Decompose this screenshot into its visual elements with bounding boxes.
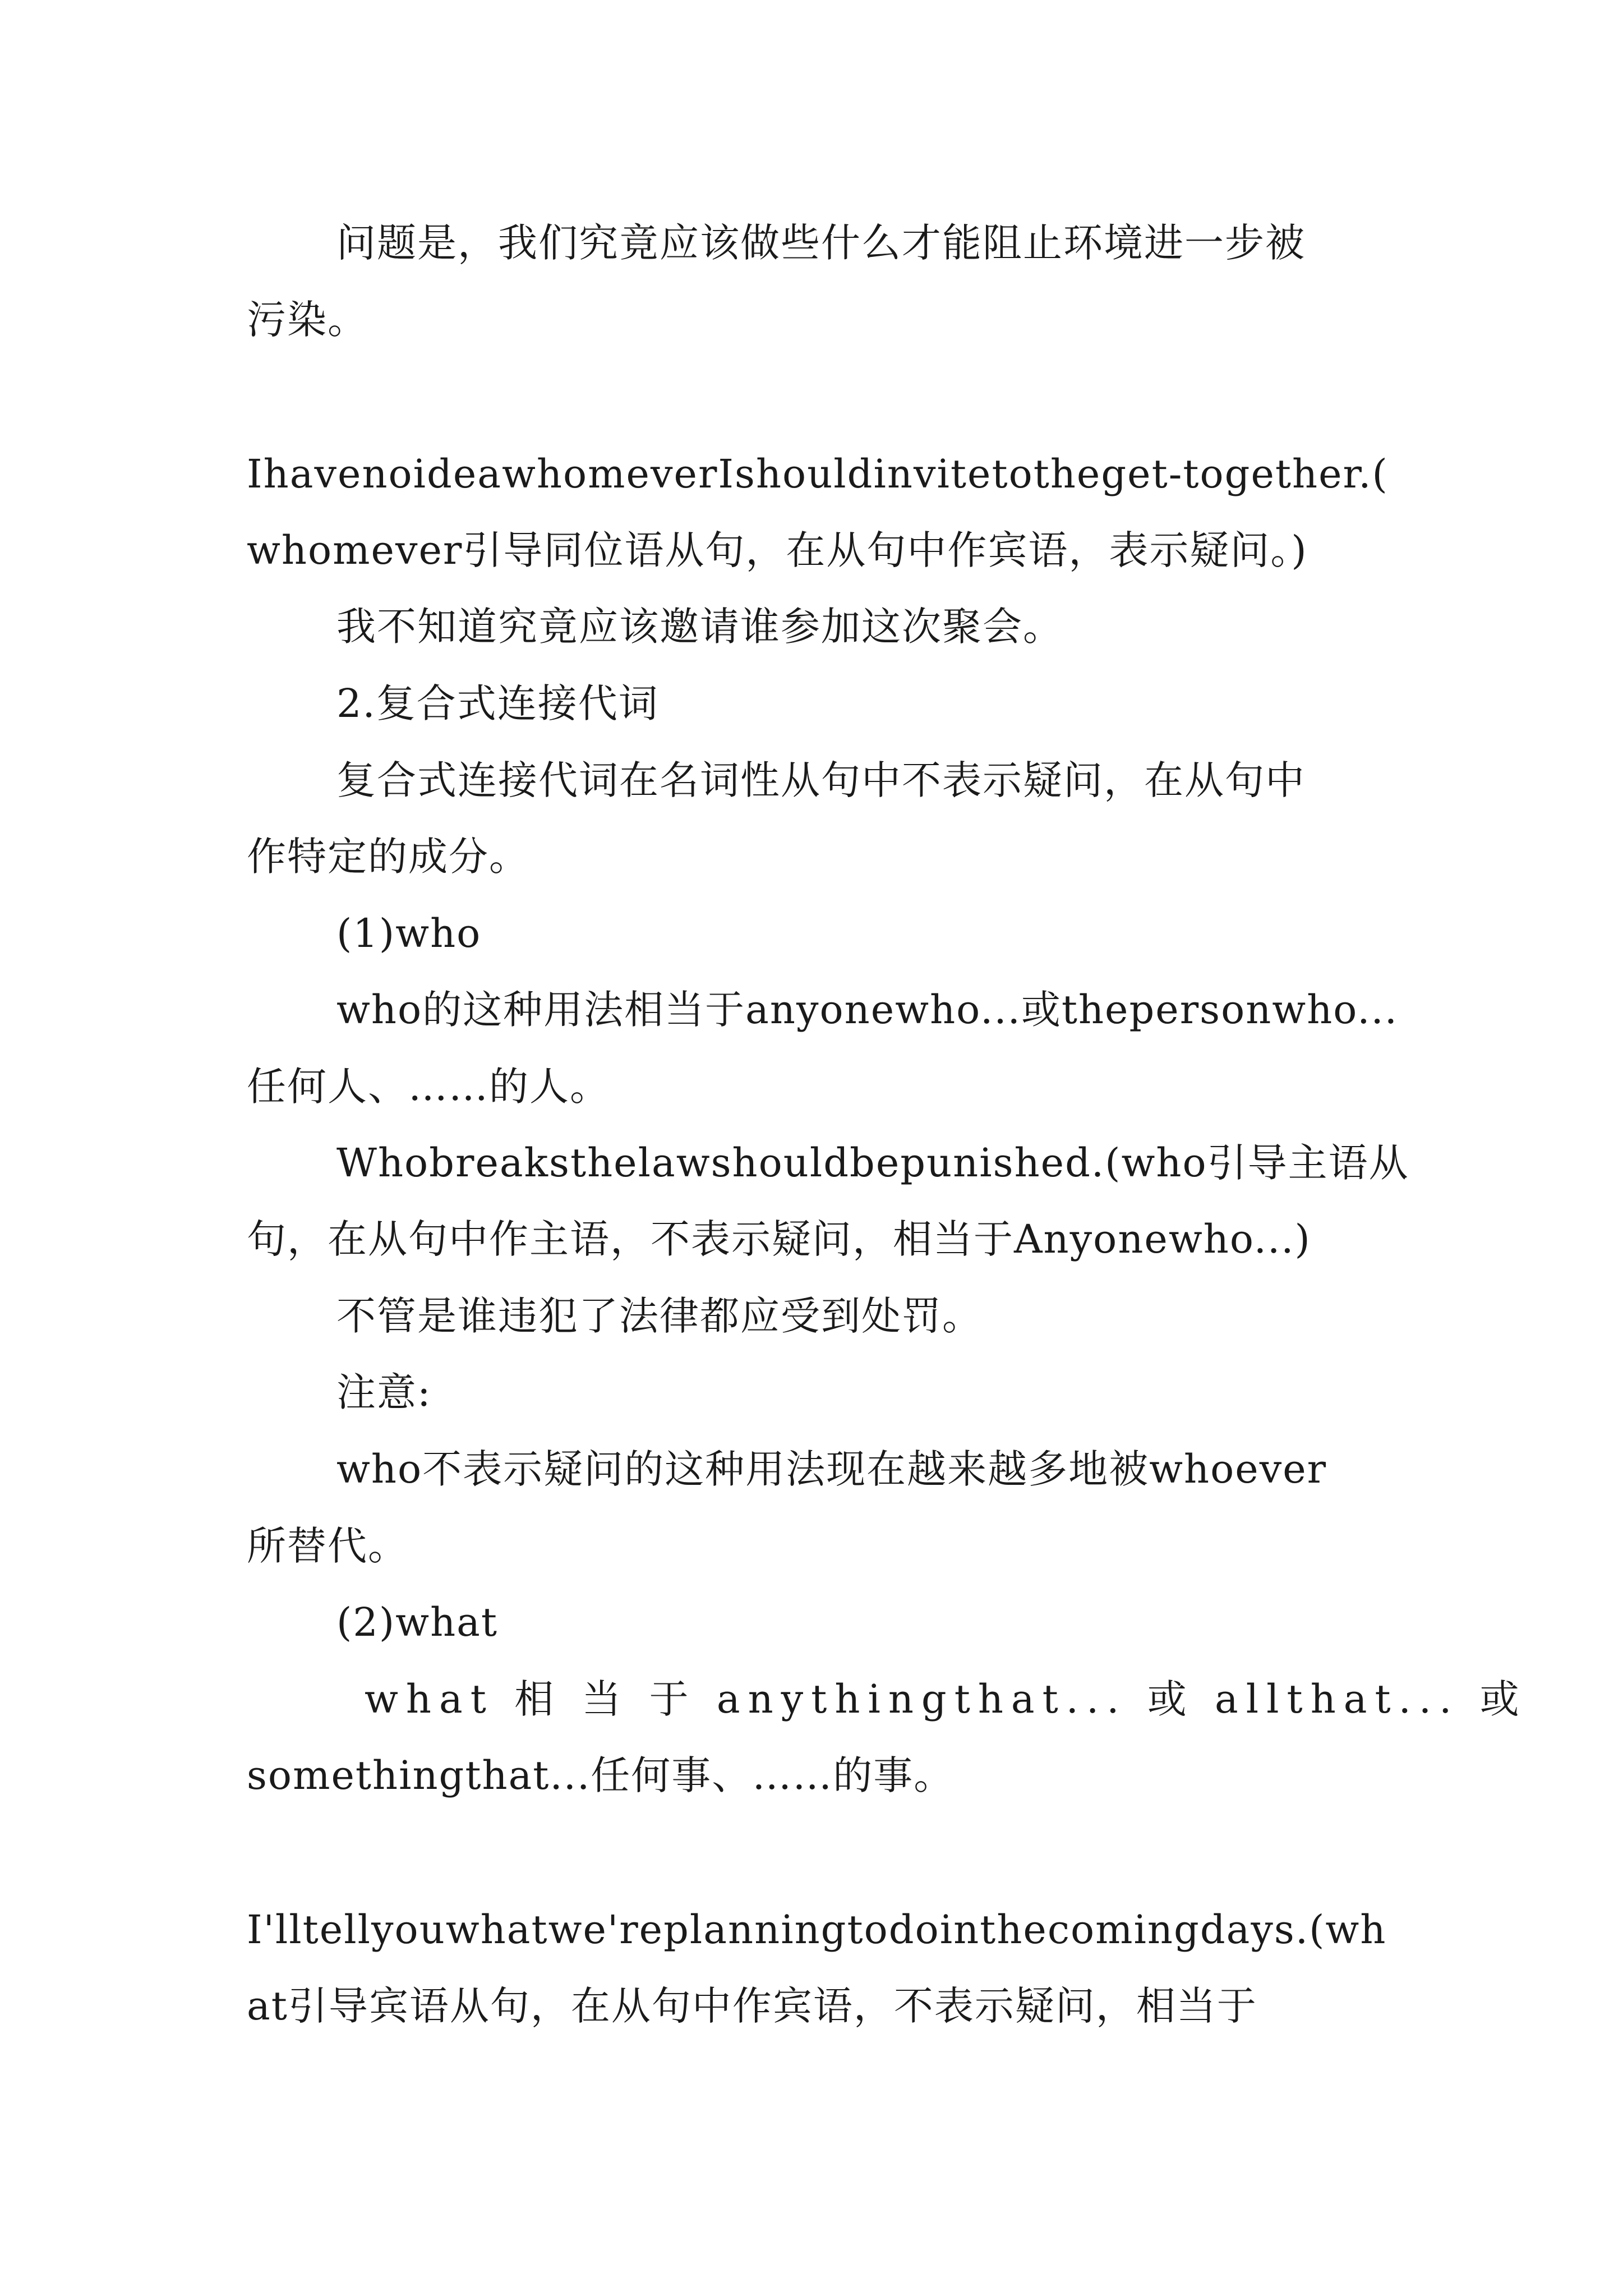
text-line: 注意:	[336, 1369, 432, 1415]
text-line: whomever引导同位语从句，在从句中作宾语，表示疑问。)	[247, 527, 1308, 573]
subsection-heading: (1)who	[336, 910, 482, 956]
text-line: 所替代。	[247, 1523, 408, 1569]
text-line: 复合式连接代词在名词性从句中不表示疑问，在从句中	[336, 757, 1306, 803]
text-line: I'lltellyouwhatwe'replanningtodointhecomingdays.(wh	[247, 1907, 1387, 1953]
text-line: IhavenoideawhomeverIshouldinvitetotheget-together.(	[247, 451, 1389, 497]
text-line: 问题是，我们究竟应该做些什么才能阻止环境进一步被	[336, 220, 1306, 266]
text-line: 我不知道究竟应该邀请谁参加这次聚会。	[336, 604, 1063, 650]
text-line: 任何人、……的人。	[247, 1064, 610, 1110]
section-heading: 2.复合式连接代词	[336, 680, 659, 726]
text-line: 不管是谁违犯了法律都应受到处罚。	[336, 1293, 983, 1339]
text-line: what 相 当 于 anythingthat... 或 allthat... 或	[365, 1676, 1527, 1722]
text-line: at引导宾语从句，在从句中作宾语，不表示疑问，相当于	[247, 1983, 1257, 2029]
text-line: 污染。	[247, 297, 368, 343]
text-line: somethingthat...任何事、……的事。	[247, 1752, 955, 1798]
text-line: Whobreaksthelawshouldbepunished.(who引导主语从	[336, 1140, 1409, 1186]
text-line: who的这种用法相当于anyonewho...或thepersonwho...	[336, 987, 1398, 1033]
text-line: 作特定的成分。	[247, 834, 529, 880]
subsection-heading: (2)what	[336, 1599, 499, 1645]
text-line: 句，在从句中作主语，不表示疑问，相当于Anyonewho...)	[247, 1216, 1311, 1262]
text-line: who不表示疑问的这种用法现在越来越多地被whoever	[336, 1446, 1327, 1492]
